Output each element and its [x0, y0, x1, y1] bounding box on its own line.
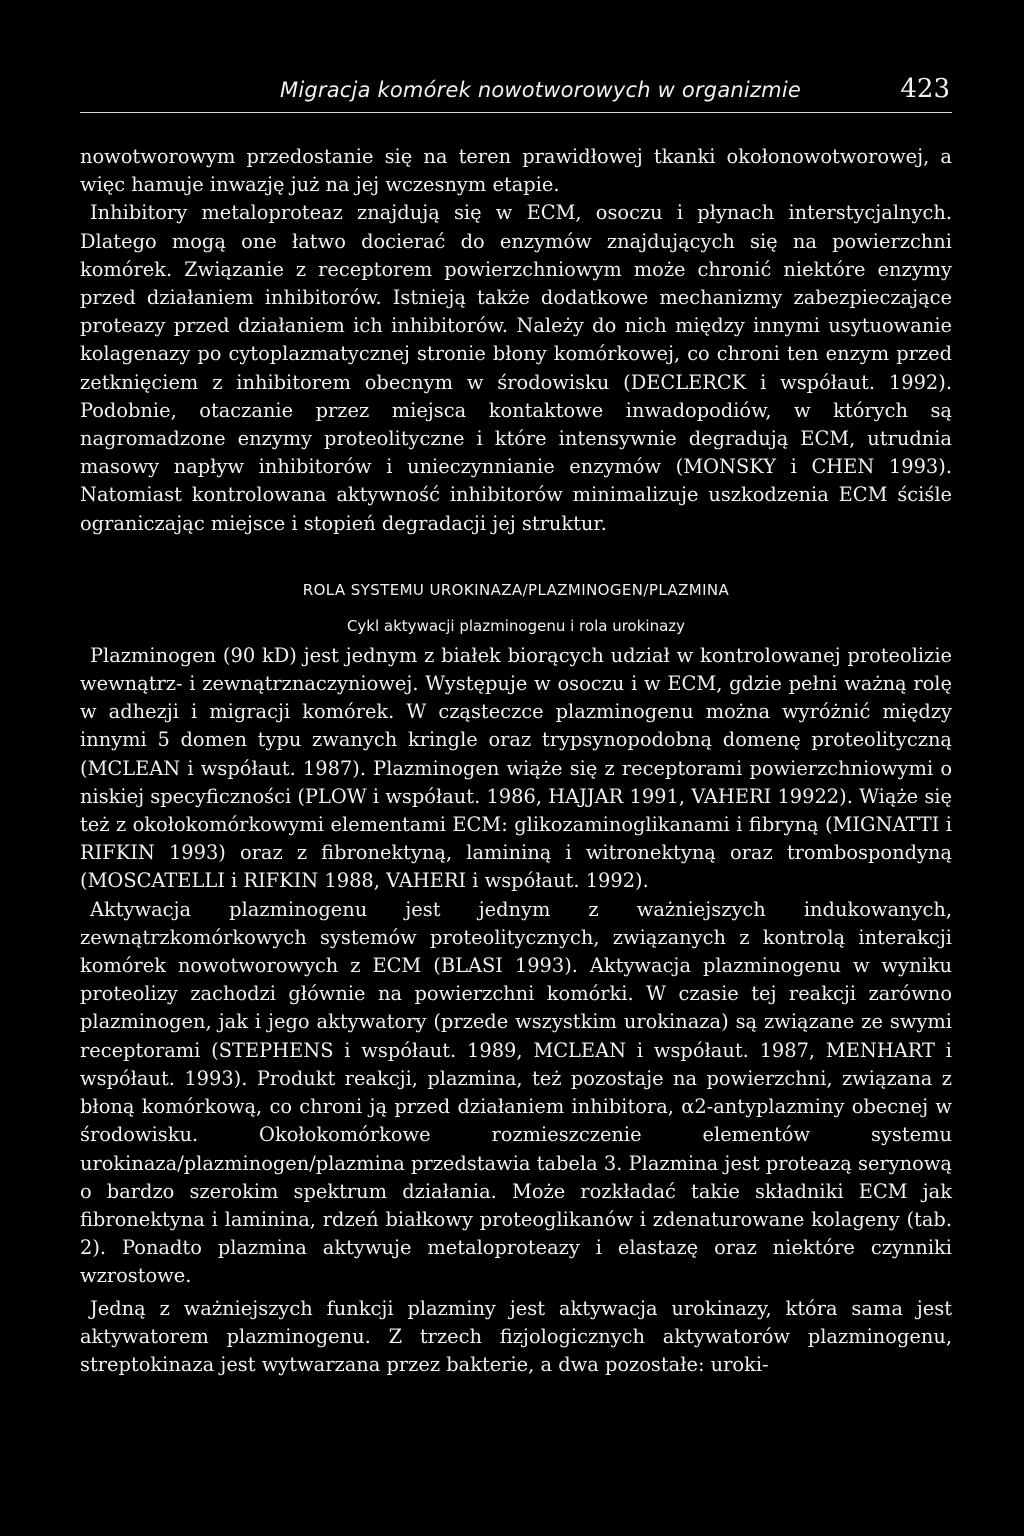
running-title: Migracja komórek nowotworowych w organizmie [280, 78, 801, 102]
document-page [80, 70, 952, 1379]
body-text-bottom [80, 642, 952, 1379]
paragraph: Inhibitory metaloproteaz znajdują się w ECM, osoczu i płynach interstycjalnych. Dlatego mogą one łatwo docierać do enzymów znajdujących się na powierzchni komórek. Związanie z receptorem powierzchniowym może chronić niektóre enzymy przed działaniem inhibitorów. Istnieją także dodatkowe mechanizmy zabezpieczające proteazy przed działaniem ich inhibitorów. Należy do nich między innymi usytuowanie kolagenazy po cytoplazmatycznej stronie błony komórkowej, co chroni ten enzym przed zetknięciem z inhibitorem obecnym w środowisku (DECLERCK i współaut. 1992). Podobnie, otaczanie przez miejsca kontaktowe inwadopodiów, w których są nagromadzone enzymy proteolityczne i które intensywnie degradują ECM, utrudnia masowy napływ inhibitorów i unieczynnianie enzymów (MONSKY i CHEN 1993). Natomiast kontrolowana aktywność inhibitorów minimalizuje uszkodzenia ECM ściśle ograniczając miejsce i stopień degradacji jej struktur. [80, 201, 952, 535]
paragraph: Plazminogen (90 kD) jest jednym z białek biorących udział w kontrolowanej proteolizie wewnątrz- i zewnątrznaczyniowej. Występuje w osoczu i w ECM, gdzie pełni ważną rolę w adhezji i migracji komórek. W cząsteczce plazminogenu można wyróżnić między innymi 5 domen typu zwanych kringle oraz trypsynopodobną domenę proteolityczną (MCLEAN i współaut. 1987). Plazminogen wiąże się z receptorami powierzchniowymi o niskiej specyficzności (PLOW i współaut. 1986, HAJJAR 1991, VAHERI 19922). Wiąże się też z okołokomórkowymi elementami ECM: glikozaminoglikanami i fibryną (MIGNATTI i RIFKIN 1993) oraz z fibronektyną, lamininą i witronektyną oraz trombospondyną (MOSCATELLI i RIFKIN 1988, VAHERI i współaut. 1992). [80, 643, 952, 893]
section-heading: ROLA SYSTEMU UROKINAZA/PLAZMINOGEN/PLAZMINA [302, 580, 730, 599]
paragraph: Aktywacja plazminogenu jest jednym z ważniejszych indukowanych, zewnątrzkomórkowych systemów proteolitycznych, związanych z kontrolą interakcji komórek nowotworowych z ECM (BLASI 1993). Aktywacja plazminogenu w wyniku proteolizy zachodzi głównie na powierzchni komórki. W czasie tej reakcji zarówno plazminogen, jak i jego aktywatory (przede wszystkim urokinaza) są związane ze swymi receptorami (STEPHENS i współaut. 1989, MCLEAN i współaut. 1987, MENHART i współaut. 1993). Produkt reakcji, plazmina, też pozostaje na powierzchni, związana z błoną komórkową, co chroni ją przed działaniem inhibitora, α2-antyplazminy obecnej w środowisku. Okołokomórkowe rozmieszczenie elementów systemu urokinaza/plazminogen/plazmina przedstawia tabela 3. Plazmina jest proteazą serynową o bardzo szerokim spektrum działania. Może rozkładać takie składniki ECM jak fibronektyna i laminina, rdzeń białkowy proteoglikanów i zdenaturowane kolageny (tab. 2). Ponadto plazmina aktywuje metaloproteazy i elastazę oraz niektóre czynniki wzrostowe. [80, 897, 952, 1288]
subsection-heading: Cykl aktywacji plazminogenu i rola urokinazy [346, 616, 686, 635]
page-number: 423 [900, 74, 950, 104]
paragraph: Jedną z ważniejszych funkcji plazminy jest aktywacja urokinazy, która sama jest aktywatorem plazminogenu. Z trzech fizjologicznych aktywatorów plazminogenu, streptokinaza jest wytwarzana przez bakterie, a dwa pozostałe: uroki- [80, 1296, 952, 1376]
body-text-top [80, 143, 952, 538]
running-head [80, 70, 952, 113]
paragraph: nowotworowym przedostanie się na teren prawidłowej tkanki okołonowotworowej, a więc hamuje inwazję już na jej wczesnym etapie. [80, 145, 952, 197]
